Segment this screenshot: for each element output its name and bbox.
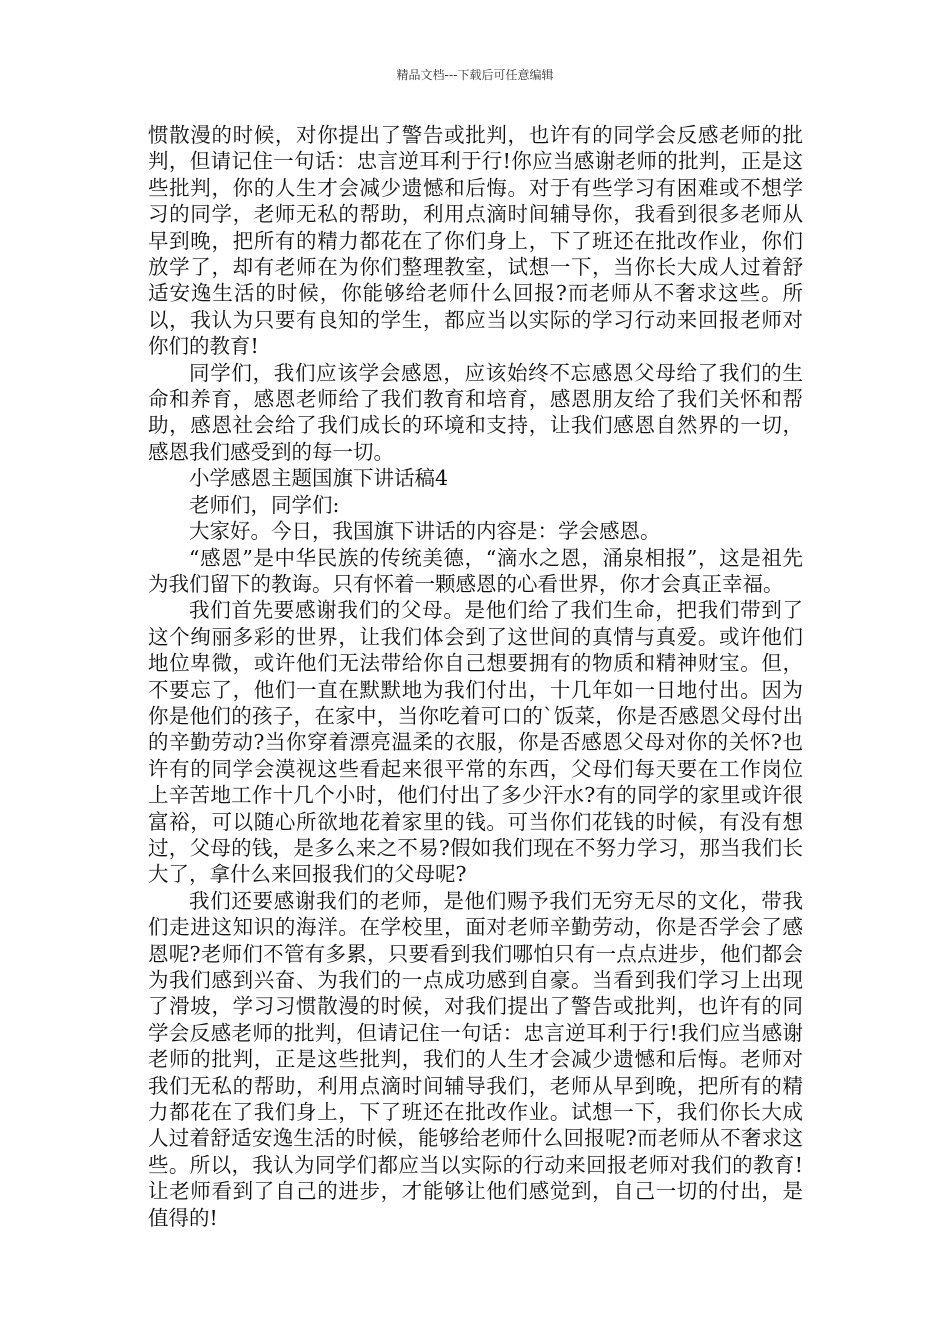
paragraph: “感恩”是中华民族的传统美德，“滴水之恩，涌泉相报”，这是祖先为我们留下的教诲。只有怀着一颗感恩的心看世界，你才会真正幸福。 — [148, 545, 803, 596]
paragraph: 大家好。今日，我国旗下讲话的内容是：学会感恩。 — [189, 519, 661, 544]
salutation: 老师们，同学们: — [189, 492, 340, 517]
paragraph: 我们首先要感谢我们的父母。是他们给了我们生命，把我们带到了这个绚丽多彩的世界，让我们体会到了这世间的真情与真爱。或许他们地位卑微，或许他们无法带给你自己想要拥有的物质和精神财宝。但，不要忘了，他们一直在默默地为我们付出，十几年如一日地付出。因为你是他们的孩子，在家中，当你吃着可口的`饭菜，你是否感恩父母付出的辛勤劳动?当你穿着漂亮温柔的衣服，你是否感恩父母对你的关怀?也许有的同学会漠视这些看起来很平常的东西，父母们每天要在工作岗位上辛苦地工作十几个小时，他们付出了多少汗水?有的同学的家里或许很富裕，可以随心所欲地花着家里的钱。可当你们花钱的时候，有没有想过，父母的钱，是多么来之不易?假如我们现在不努力学习，那当我们长大了，拿什么来回报我们的父母呢? — [148, 598, 803, 887]
page-header: 精品文档---下载后可任意编辑 — [396, 68, 554, 82]
paragraph: 我们还要感谢我们的老师，是他们赐予我们无穷无尽的文化，带我们走进这知识的海洋。在学校里，面对老师辛勤劳动，你是否学会了感恩呢?老师们不管有多累，只要看到我们哪怕只有一点点进步，他们都会为我们感到兴奋、为我们的一点成功感到自豪。当看到我们学习上出现了滑坡，学习习惯散漫的时候，对我们提出了警告或批判，也许有的同学会反感老师的批判，但请记住一句话：忠言逆耳利于行!我们应当感谢老师的批判，正是这些批判，我们的人生才会减少遗憾和后悔。老师对我们无私的帮助，利用点滴时间辅导我们，老师从早到晚，把所有的精力都花在了我们身上，下了班还在批改作业。试想一下，我们你长大成人过着舒适安逸生活的时候，能够给老师什么回报呢?而老师从不奢求这些。所以，我认为同学们都应当以实际的行动来回报老师对我们的教育!让老师看到了自己的进步，才能够让他们感觉到，自己一切的付出，是值得的! — [148, 888, 803, 1230]
paragraph-continued: 惯散漫的时候，对你提出了警告或批判，也许有的同学会反感老师的批判，但请记住一句话：忠言逆耳利于行!你应当感谢老师的批判，正是这些批判，你的人生才会减少遗憾和后悔。对于有些学习有困难或不想学习的同学，老师无私的帮助，利用点滴时间辅导你，我看到很多老师从早到晚，把所有的精力都花在了你们身上，下了班还在批改作业，你们放学了，却有老师在为你们整理教室，试想一下，当你长大成人过着舒适安逸生活的时候，你能够给老师什么回报?而老师从不奢求这些。所以，我认为只要有良知的学生，都应当以实际的学习行动来回报老师对你们的教育! — [148, 123, 803, 359]
document-body — [148, 122, 803, 1231]
paragraph: 同学们，我们应该学会感恩，应该始终不忘感恩父母给了我们的生命和养育，感恩老师给了我们教育和培育，感恩朋友给了我们关怀和帮助，感恩社会给了我们成长的环境和支持，让我们感恩自然界的一切，感恩我们感受到的每一切。 — [148, 360, 803, 464]
section-title: 小学感恩主题国旗下讲话稿4 — [189, 466, 449, 491]
